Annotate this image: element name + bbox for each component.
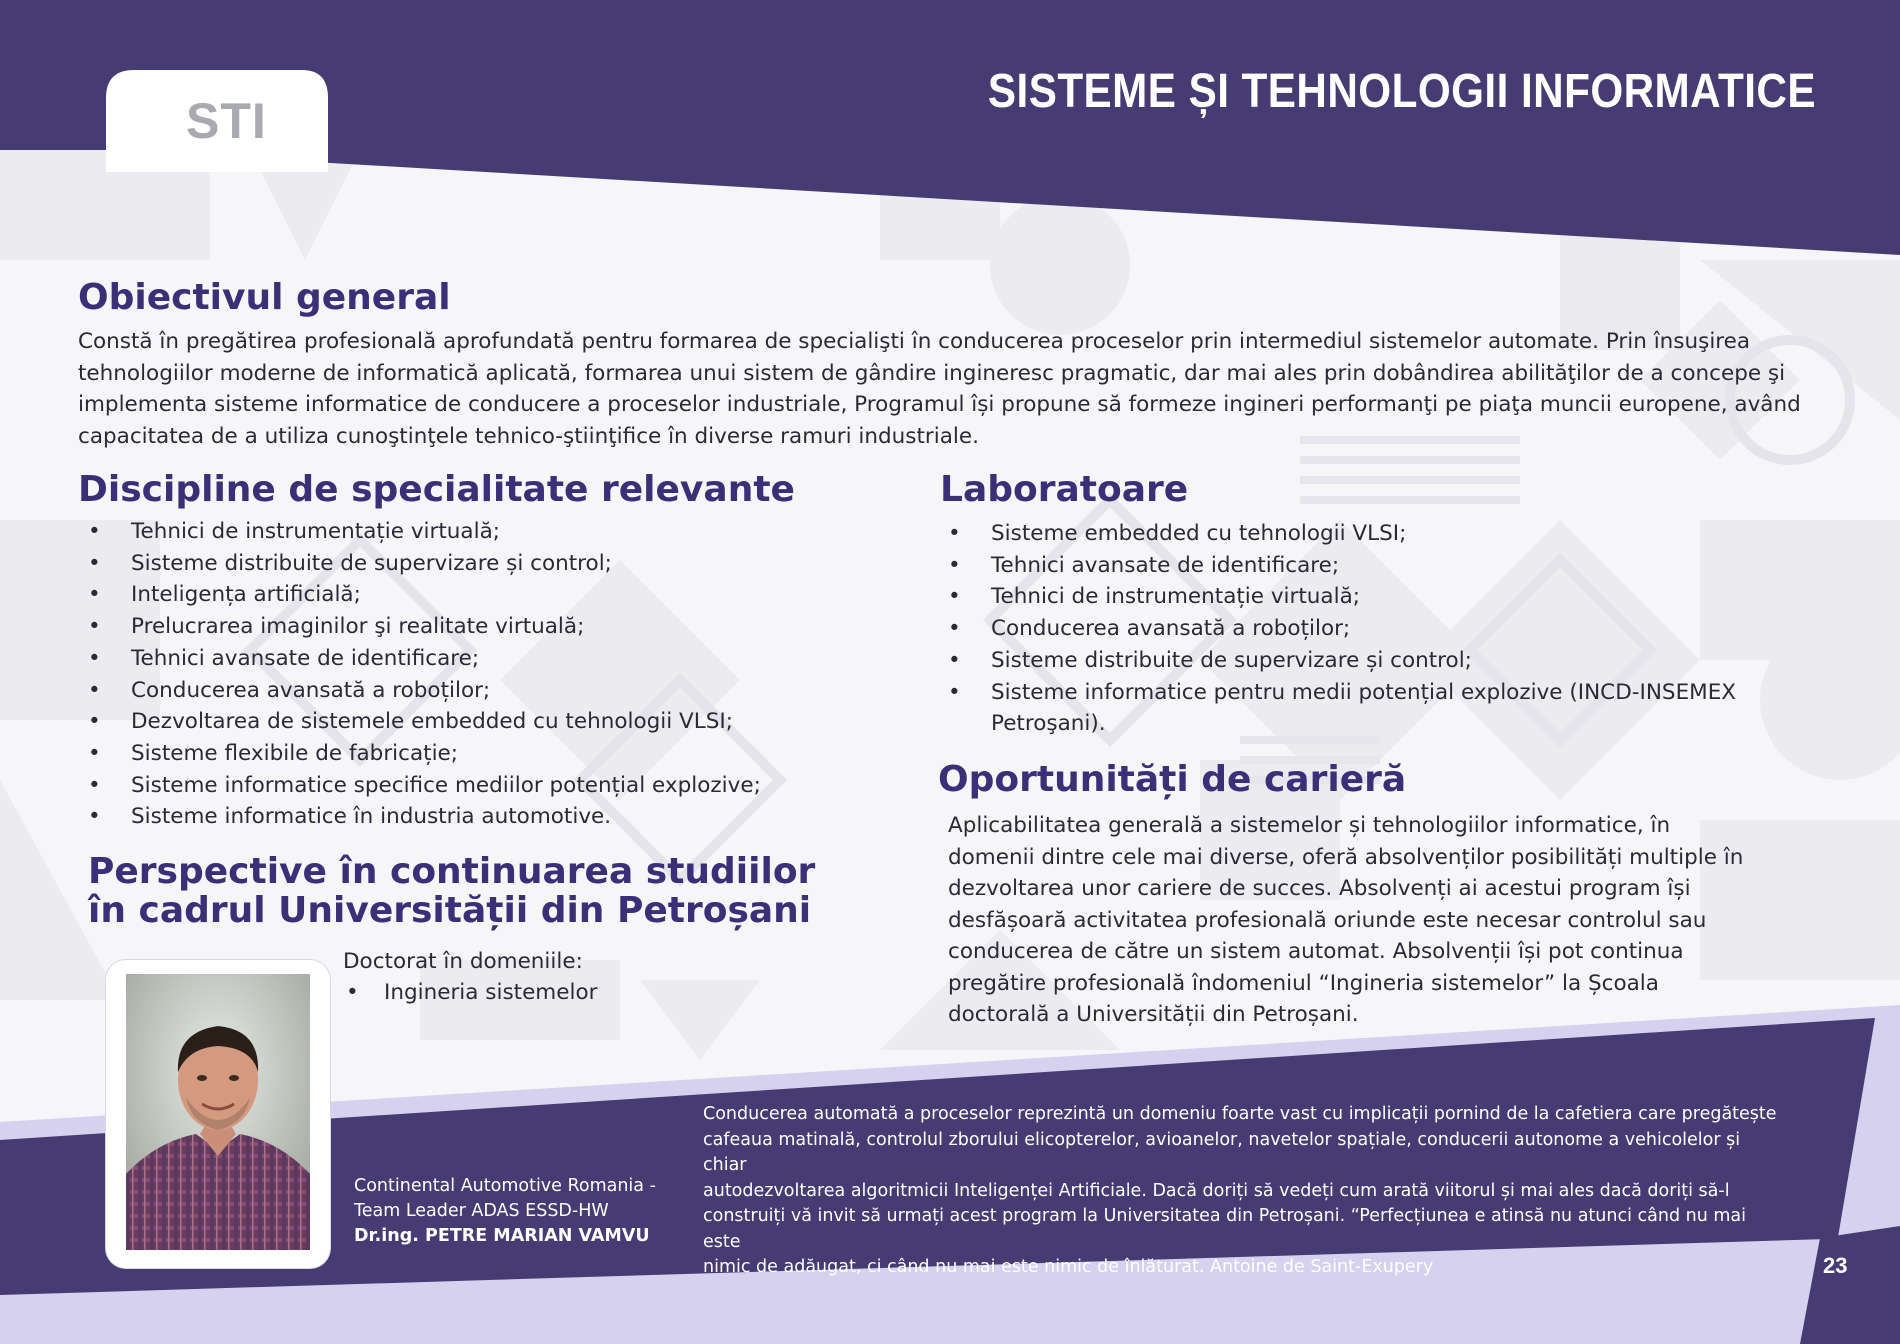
credit-company: Continental Automotive Romania -: [354, 1176, 656, 1196]
objective-heading: Obiectivul general: [78, 277, 451, 318]
portrait-photo: [126, 974, 310, 1250]
quote-line: Conducerea automată a proceselor reprezintă un domeniu foarte vast cu implicații pornind de la cafetiera care pregătește: [703, 1104, 1777, 1124]
objective-line: implementa sisteme informatice de conducere a proceselor industriale, Programul își propune să formeze ingineri performanţi pe piaţa muncii europene, având: [78, 392, 1801, 417]
portrait-frame: [106, 960, 330, 1268]
career-line: pregătire profesională îndomeniul “Ingineria sistemelor” la Școala: [948, 970, 1659, 996]
list-item: • Sisteme informatice pentru medii potențial explozive (INCD-INSEMEX: [948, 679, 1737, 705]
page-number: 23: [1823, 1253, 1848, 1278]
list-item-continuation: Petroşani).: [991, 711, 1106, 737]
career-line: desfășoară activitatea profesională oriunde este necesar controlul sau: [948, 907, 1707, 933]
career-text: [948, 810, 1868, 1031]
list-item: • Conducerea avansată a roboților;: [88, 677, 491, 703]
objective-line: Constă în pregătirea profesională aprofundată pentru formarea de specialişti în conducerea proceselor prin intermediul sistemelor automate. Prin însuşirea: [78, 329, 1751, 354]
list-item: • Sisteme informatice în industria automotive.: [88, 804, 612, 830]
testimonial-credit: [354, 1174, 656, 1249]
list-item: • Tehnici avansate de identificare;: [88, 645, 480, 671]
list-item: • Tehnici de instrumentație virtuală;: [88, 519, 500, 544]
objective-line: capacitatea de a utiliza cunoştinţele tehnico-ştiinţifice în diverse ramuri industriale.: [78, 423, 979, 449]
quote-line: cafeaua matinală, controlul zborului elicopterelor, avioanelor, navetelor spațiale, conducerii autonome a vehicolelor și chiar: [703, 1129, 1741, 1175]
page-title: SISTEME ȘI TEHNOLOGII INFORMATICE: [987, 65, 1816, 118]
sti-tab-label: STI: [186, 93, 267, 149]
objective-line: tehnologiilor moderne de informatică aplicată, formarea unui sistem de gândire ingineresc pragmatic, dar mai ales prin dobândirea abilităţilor de a concepe şi: [78, 360, 1786, 386]
list-item: • Prelucrarea imaginilor şi realitate virtuală;: [88, 614, 585, 640]
list-item: • Conducerea avansată a roboților;: [948, 616, 1351, 642]
career-line: doctorală a Universității din Petroșani.: [948, 1002, 1359, 1027]
objective-text: [78, 326, 1838, 452]
list-item: • Tehnici avansate de identificare;: [948, 552, 1340, 578]
credit-role: Team Leader ADAS ESSD-HW: [354, 1201, 609, 1221]
labs-heading: Laboratoare: [940, 469, 1189, 510]
career-line: dezvoltarea unor cariere de succes. Absolvenți ai acestui program își: [948, 876, 1691, 901]
testimonial-quote: [703, 1102, 1783, 1281]
list-item: • Sisteme distribuite de supervizare și control;: [948, 647, 1472, 673]
doctorate-list: [340, 977, 700, 1009]
quote-line: construiți vă invit să urmați acest program la Universitatea din Petroșani. “Perfecțiunea e atinsă nu atunci când nu mai este: [703, 1206, 1747, 1252]
quote-line: nimic de adăugat, ci când nu mai este nimic de înlăturat. Antoine de Saint-Exupery: [703, 1257, 1434, 1277]
perspectives-heading: Perspective în continuarea studiilor în cadrul Universității din Petroșani: [88, 851, 816, 931]
doctorate-intro: Doctorat în domeniile:: [343, 949, 583, 974]
labs-list: [942, 518, 1842, 740]
list-item: • Sisteme distribuite de supervizare și control;: [88, 550, 612, 576]
career-line: conducerea de către un sistem automat. Absolvenții își pot continua: [948, 939, 1684, 964]
list-item: • Tehnici de instrumentație virtuală;: [948, 584, 1360, 610]
list-item: • Sisteme informatice specifice mediilor potențial explozive;: [88, 772, 761, 798]
list-item: • Sisteme flexibile de fabricație;: [88, 740, 459, 766]
career-line: domenii dintre cele mai diverse, oferă absolvenților posibilități multiple în: [948, 844, 1744, 870]
list-item: • Ingineria sistemelor: [346, 980, 598, 1005]
career-line: Aplicabilitatea generală a sistemelor și tehnologiilor informatice, în: [948, 813, 1671, 838]
disciplines-list: [82, 516, 882, 833]
list-item: • Inteligența artificială;: [88, 582, 361, 608]
list-item: • Sisteme embedded cu tehnologii VLSI;: [948, 521, 1407, 546]
quote-line: autodezvoltarea algoritmicii Inteligenței Artificiale. Dacă doriți să vedeți cum arată viitorul și mai ales dacă doriți să-l: [703, 1180, 1730, 1201]
credit-name: Dr.ing. PETRE MARIAN VAMVU: [354, 1226, 650, 1246]
disciplines-heading: Discipline de specialitate relevante: [78, 469, 795, 510]
list-item: • Dezvoltarea de sistemele embedded cu tehnologii VLSI;: [88, 709, 733, 735]
career-heading: Oportunități de carieră: [938, 759, 1407, 800]
